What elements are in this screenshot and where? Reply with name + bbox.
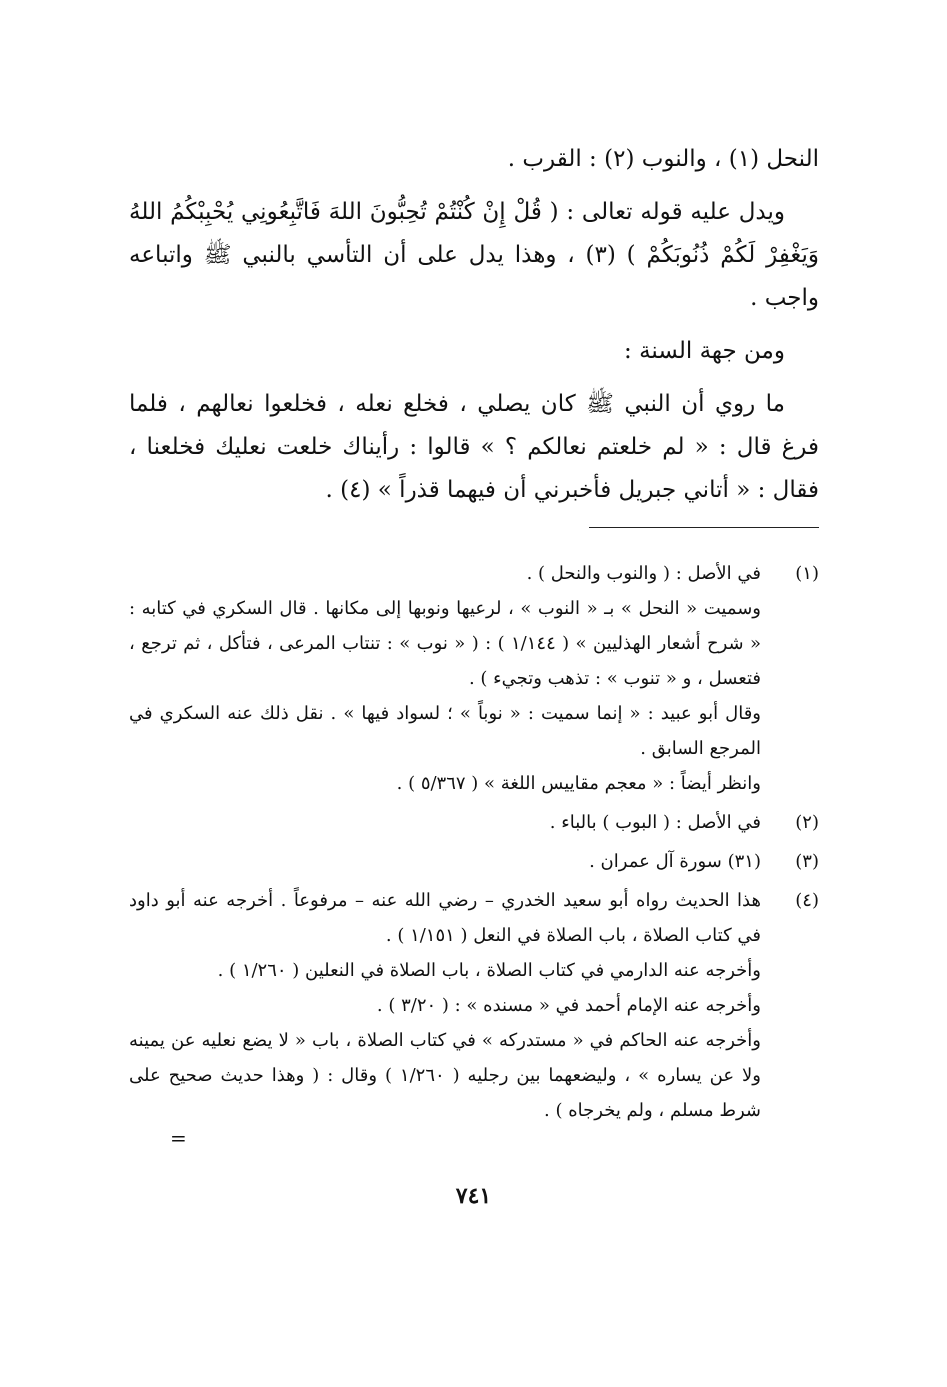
footnote-separator bbox=[589, 527, 819, 528]
footnote-line: وقال أبو عبيد : « إنما سميت : « نوباً » ؛ لسواد فيها » . نقل ذلك عنه السكري في المرجع السابق . bbox=[129, 703, 761, 759]
sunnah-heading: ومن جهة السنة : bbox=[624, 338, 785, 364]
footnote-number: (٢) bbox=[795, 812, 819, 833]
footnote-line: هذا الحديث رواه أبو سعيد الخدري – رضي الله عنه – مرفوعاً . أخرجه عنه أبو داود في كتاب الصلاة ، باب الصلاة في النعل ( ١/١٥١ ) . bbox=[129, 890, 761, 946]
footnotes bbox=[129, 556, 819, 1132]
footnote-line: وأخرجه عنه الدارمي في كتاب الصلاة ، باب الصلاة في النعلين ( ١/٢٦٠ ) . bbox=[217, 960, 761, 981]
main-line-1: النحل (١) ، والنوب (٢) : القرب . bbox=[507, 146, 819, 172]
page-number: ٧٤١ bbox=[455, 1183, 492, 1209]
continuation-mark: = bbox=[170, 1126, 187, 1150]
footnote-4 bbox=[129, 883, 819, 1128]
footnote-3 bbox=[129, 844, 819, 879]
footnote-number: (٤) bbox=[795, 890, 819, 911]
hadith-paragraph: ما روي أن النبي ﷺ كان يصلي ، فخلع نعله ، فخلعوا نعالهم ، فلما فرغ قال : « لم خلعتم نعالكم ؟ » قالوا : رأيناك خلعت نعليك فخلعنا ، فقال : « أتاني جبريل فأخبرني أن فيهما قذراً » (٤) . bbox=[129, 391, 819, 503]
main-text bbox=[129, 138, 819, 512]
verse-paragraph: ويدل عليه قوله تعالى : ( قُلْ إِنْ كُنْتُمْ تُحِبُّونَ اللهَ فَاتَّبِعُونِي يُحْبِبْكُمُ اللهُ وَيَغْفِرْ لَكُمْ ذُنُوبَكُمْ ) (٣) ، وهذا يدل على أن التأسي بالنبي ﷺ واتباعه واجب . bbox=[129, 199, 819, 311]
footnote-number: (١) bbox=[795, 563, 819, 584]
footnote-line: وانظر أيضاً : « معجم مقاييس اللغة » ( ٥/٣٦٧ ) . bbox=[396, 773, 761, 794]
footnote-line: وأخرجه عنه الحاكم في « مستدركه » في كتاب الصلاة ، باب « لا يضع نعليه عن يمينه ولا عن يساره » ، وليضعهما بين رجليه ( ١/٢٦٠ ) وقال : ( وهذا حديث صحيح على شرط مسلم ، ولم يخرجاه ) . bbox=[129, 1030, 761, 1121]
footnote-line: في الأصل : ( البوب ) بالباء . bbox=[549, 812, 761, 833]
footnote-line: وسميت « النحل » بـ « النوب » ، لرعيها ونوبها إلى مكانها . قال السكري في كتابه : « شرح أشعار الهذليين » ( ١/١٤٤ ) : ( « نوب » : تنتاب المرعى ، فتأكل ، ثم ترجع ، فتعسل ، و « تنوب » : تذهب وتجيء ) . bbox=[129, 598, 762, 689]
footnote-number: (٣) bbox=[795, 851, 819, 872]
footnote-1 bbox=[129, 556, 819, 801]
footnote-2 bbox=[129, 805, 819, 840]
footnote-line: في الأصل : ( والنوب والنحل ) . bbox=[526, 563, 761, 584]
footnote-line: وأخرجه عنه الإمام أحمد في « مسنده » : ( ٣/٢٠ ) . bbox=[376, 995, 761, 1016]
footnote-line: (٣١) سورة آل عمران . bbox=[589, 851, 761, 872]
